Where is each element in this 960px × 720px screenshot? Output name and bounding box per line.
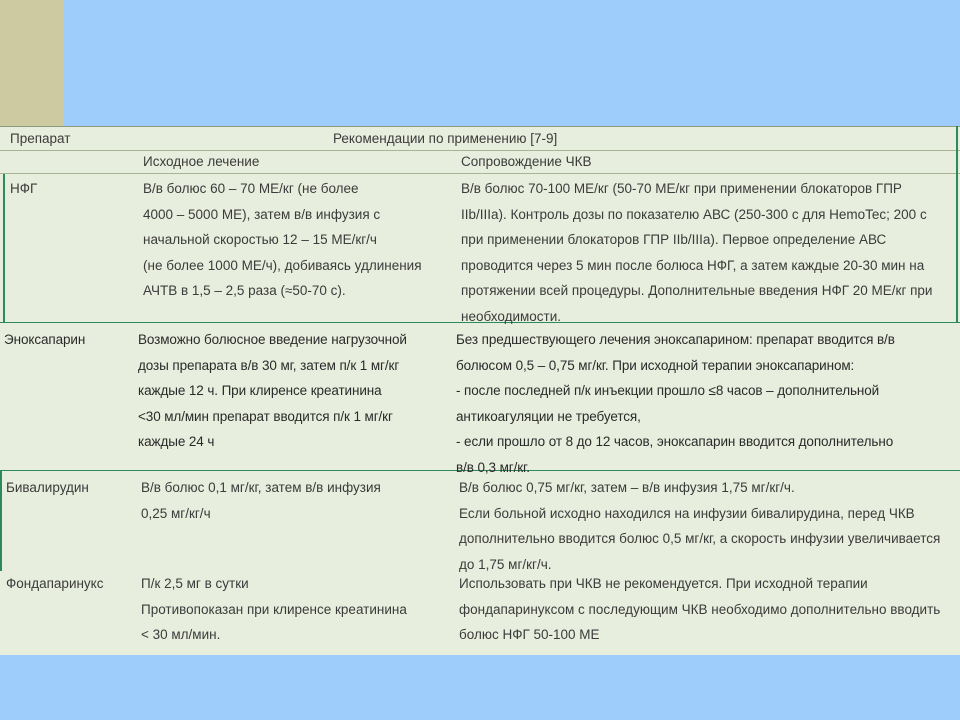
- table-top-rule: [0, 126, 960, 127]
- pci-support-text: В/в болюс 70-100 МЕ/кг (50-70 МЕ/кг при применении блокаторов ГПР IIb/IIIa). Контроль дозы по показателю АВС (250-300 с для HemoTec; 200 с при применении блокаторов ГПР IIb/IIIa). Первое определение АВС проводится через 5 мин после болюса НФГ, а затем каждые 20-30 мин на протяжении всей процедуры. Дополнительные введения НФГ 20 МЕ/кг при необходимости.: [461, 181, 933, 324]
- drug-name: НФГ: [10, 181, 38, 196]
- initial-treatment-text: Возможно болюсное введение нагрузочной дозы препарата в/в 30 мг, затем п/к 1 мг/кг каждые 12 ч. При клиренсе креатинина <30 мл/мин препарат вводится п/к 1 мг/кг каждые 24 ч: [138, 332, 407, 449]
- header-drug: Препарат: [10, 131, 71, 146]
- subheader-rule: [0, 173, 960, 174]
- initial-treatment-text: В/в болюс 0,1 мг/кг, затем в/в инфузия 0,25 мг/кг/ч: [141, 480, 381, 521]
- left-rule: [3, 174, 5, 322]
- anticoagulant-table: [0, 126, 960, 655]
- initial-treatment-text: В/в болюс 60 – 70 МЕ/кг (не более 4000 – 5000 МЕ), затем в/в инфузия с начальной скоростью 12 – 15 МЕ/кг/ч (не более 1000 МЕ/ч), добиваясь удлинения АЧТВ в 1,5 – 2,5 раза (≈50-70 с).: [143, 181, 422, 298]
- subheader-initial-treatment: Исходное лечение: [143, 154, 260, 169]
- pci-support-text: Без предшествующего лечения эноксапарином: препарат вводится в/в болюсом 0,5 – 0,75 мг/кг. При исходной терапии эноксапарином: - после последней п/к инъекции прошло ≤8 часов – дополнительной антикоагуляции не требуется, - если прошло от 8 до 12 часов, эноксапарин вводится дополнительно в/в 0,3 мг/кг.: [456, 332, 895, 475]
- pci-support-text: В/в болюс 0,75 мг/кг, затем – в/в инфузия 1,75 мг/кг/ч. Если больной исходно находился на инфузии бивалирудина, перед ЧКВ дополнительно вводится болюс 0,5 мг/кг, а скорость инфузии увеличивается до 1,75 мг/кг/ч.: [459, 480, 941, 572]
- initial-treatment-text: П/к 2,5 мг в сутки Противопоказан при клиренсе креатинина < 30 мл/мин.: [141, 576, 407, 642]
- subheader-pci-support: Сопровождение ЧКВ: [461, 154, 592, 169]
- header-recommendations: Рекомендации по применению [7-9]: [333, 131, 558, 146]
- drug-name: Фондапаринукс: [6, 576, 104, 591]
- pci-support-text: Использовать при ЧКВ не рекомендуется. При исходной терапии фондапаринуксом с последующим ЧКВ необходимо дополнительно вводить болюс НФГ 50-100 МЕ: [459, 576, 941, 642]
- decorative-corner-block: [0, 0, 64, 126]
- drug-name: Бивалирудин: [6, 480, 89, 495]
- left-rule: [0, 471, 2, 571]
- drug-name: Эноксапарин: [4, 332, 86, 347]
